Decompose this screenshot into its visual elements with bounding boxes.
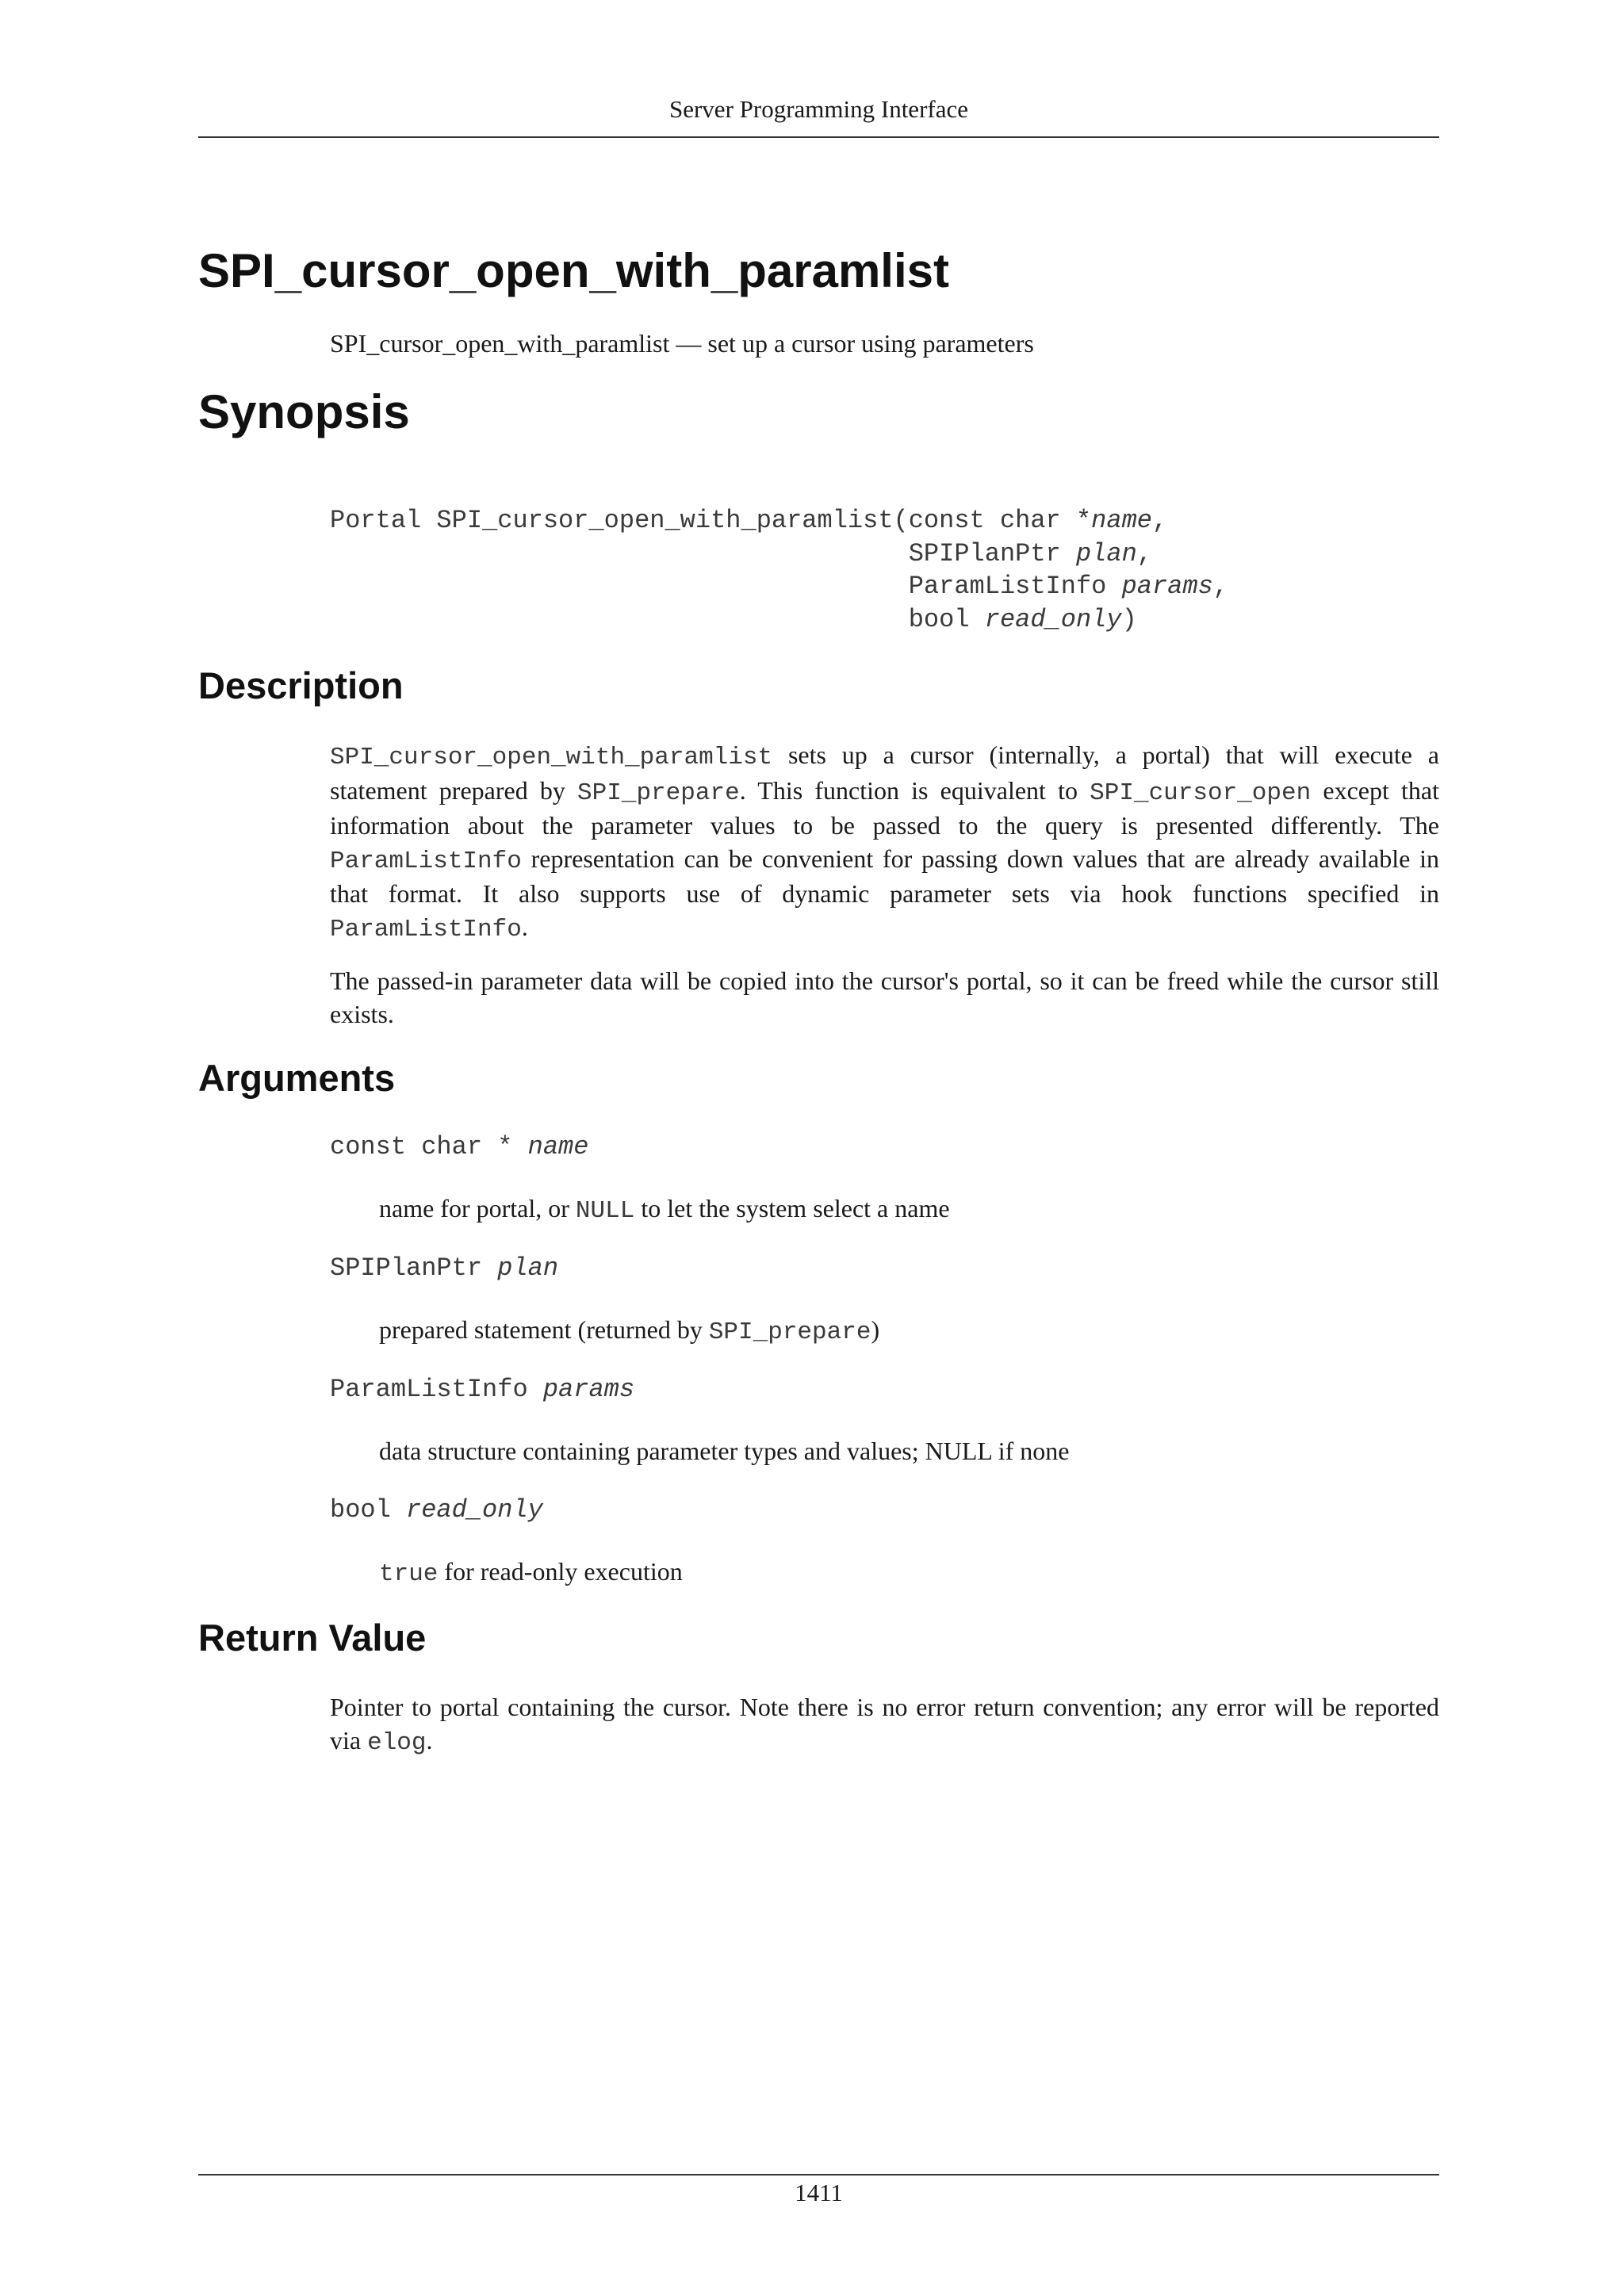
argument-type: SPIPlanPtr [330, 1253, 498, 1283]
inline-code: SPI_prepare [708, 1318, 871, 1346]
synopsis-line4-type: bool [908, 604, 985, 634]
text-run: representation can be convenient for passing down values that are already available in that format. It also supports use of dynamic parameter sets via hook functions specified in [330, 844, 1439, 908]
inline-code: ParamListInfo [330, 847, 522, 875]
text-run: data structure containing parameter types and values; NULL if none [379, 1437, 1070, 1465]
synopsis-param-plan: plan [1075, 538, 1137, 568]
argument-term-read-only [330, 1494, 543, 1527]
synopsis-param-name: name [1091, 506, 1152, 535]
synopsis-line3-type: ParamListInfo [908, 572, 1122, 601]
running-header: Server Programming Interface [668, 95, 968, 123]
inline-code: ParamListInfo [330, 915, 522, 943]
text-run: for read-only execution [438, 1557, 683, 1586]
text-run: prepared statement (returned by [379, 1315, 709, 1344]
synopsis-line2-suffix: , [1136, 538, 1152, 568]
argument-type: ParamListInfo [330, 1375, 543, 1404]
return-value-heading: Return Value [198, 1617, 427, 1659]
text-run: name for portal, or [379, 1194, 576, 1223]
description-paragraph-2: The passed-in parameter data will be copied into the cursor's portal, so it can be freed while the cursor still exists. [330, 966, 1439, 1028]
synopsis-line2-type: SPIPlanPtr [908, 538, 1076, 568]
synopsis-line1-suffix: , [1151, 506, 1168, 535]
arguments-heading: Arguments [198, 1057, 396, 1099]
inline-code: elog [367, 1728, 427, 1757]
text-run: Pointer to portal containing the cursor. Note there is no error return convention; any error will be reported via [330, 1693, 1439, 1755]
synopsis-line1-prefix: Portal SPI_cursor_open_with_paramlist(const char * [330, 506, 1092, 535]
inline-code: NULL [575, 1197, 635, 1225]
description-paragraph-1 [330, 739, 1439, 946]
return-value-paragraph [330, 1691, 1439, 1759]
text-run: . This function is equivalent to [739, 775, 1090, 805]
inline-code: SPI_cursor_open_with_paramlist [330, 744, 773, 771]
text-run: except that information about the parameter values to be passed to the query is presented differently. The [330, 775, 1440, 840]
page-title: SPI_cursor_open_with_paramlist [198, 244, 949, 297]
synopsis-line4-suffix: ) [1121, 604, 1137, 634]
argument-def-name [379, 1192, 950, 1228]
argument-type: const char * [330, 1132, 528, 1161]
footer-rule [198, 2174, 1439, 2175]
argument-param: plan [497, 1253, 559, 1283]
inline-code: SPI_cursor_open [1090, 779, 1312, 807]
header-rule [198, 136, 1439, 138]
argument-def-plan [379, 1313, 879, 1349]
inline-code: true [379, 1560, 439, 1588]
text-run: sets up a cursor (internally, a portal) that will execute a statement prepared by [330, 740, 1439, 805]
synopsis-heading: Synopsis [198, 385, 410, 438]
synopsis-param-params: params [1121, 572, 1213, 601]
text-run: . [426, 1725, 433, 1755]
synopsis-line3-suffix: , [1212, 572, 1228, 601]
text-run: ) [871, 1315, 880, 1344]
synopsis-param-read-only: read_only [984, 604, 1122, 634]
page-number: 1411 [795, 2179, 843, 2206]
text-run: . [521, 912, 528, 941]
argument-term-params [330, 1373, 634, 1406]
argument-def-params [379, 1434, 1070, 1468]
text-run: to let the system select a name [634, 1194, 950, 1223]
description-heading: Description [198, 664, 404, 706]
argument-param: params [542, 1375, 635, 1404]
argument-term-plan [330, 1252, 558, 1285]
argument-param: name [527, 1132, 589, 1161]
argument-def-read-only [379, 1555, 683, 1591]
argument-term-name [330, 1131, 588, 1164]
argument-type: bool [330, 1495, 407, 1525]
synopsis-code [330, 504, 1228, 636]
argument-param: read_only [406, 1495, 543, 1525]
inline-code: SPI_prepare [577, 779, 740, 807]
refpurpose: SPI_cursor_open_with_paramlist — set up a cursor using parameters [330, 329, 1034, 358]
